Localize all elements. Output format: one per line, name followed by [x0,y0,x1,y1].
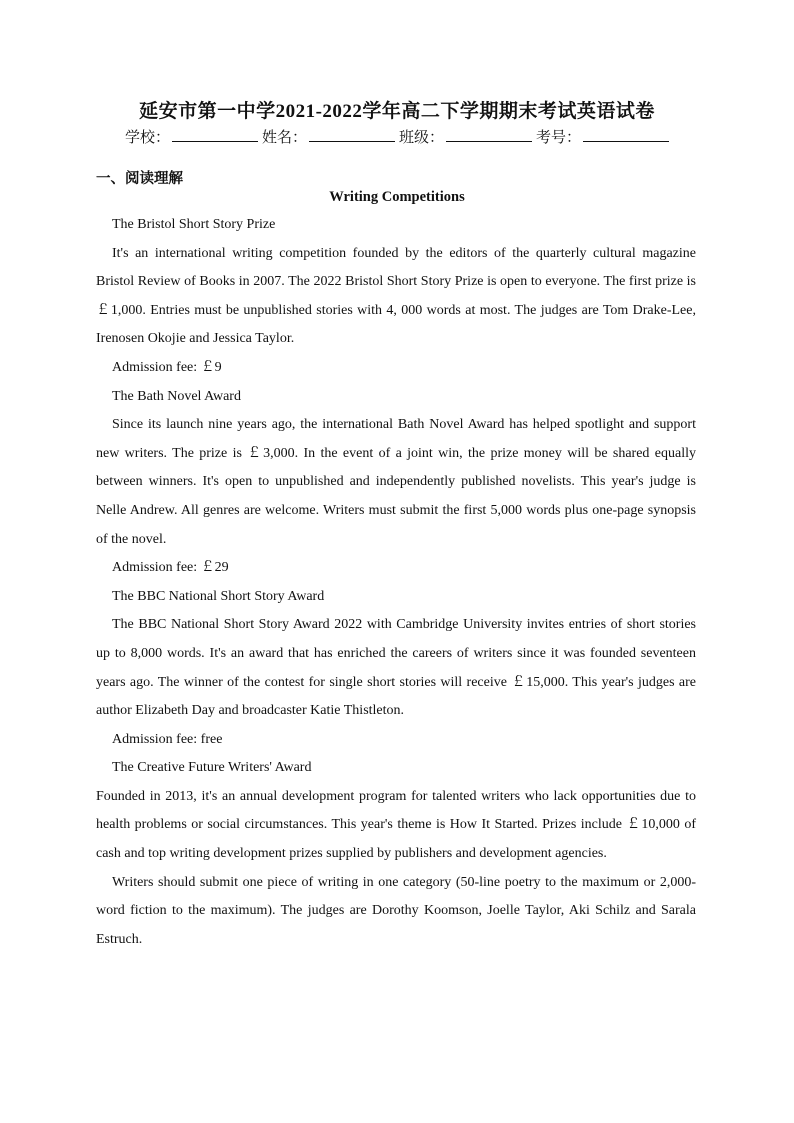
competition-heading: The Bath Novel Award [112,388,241,404]
competition-heading: The Bristol Short Story Prize [112,217,276,232]
section-heading: 一、阅读理解 [96,171,183,187]
passage-title: Writing Competitions [329,189,465,205]
paragraph: Founded in 2013, it's an annual development program for talented writers who lack opportunities due to health problems or social circumstances. This year's theme is How It Started. Prizes include ￡10,000 of cash and top writing development prizes supplied by publishers and development agencies. [96,788,696,862]
passage-body [96,211,696,954]
exam-title: 延安市第一中学2021-2022学年高二下学期期末考试英语试卷 [139,101,655,122]
competition-heading: The BBC National Short Story Award [112,588,325,604]
school-label: 学校： [124,130,170,146]
paragraph: The BBC National Short Story Award 2022 with Cambridge University invites entries of short stories up to 8,000 words. It's an award that has enriched the careers of writers since it was founded seventeen years ago. The winner of the contest for single short stories will receive ￡15,000. This year's judges are author Elizabeth Day and broadcaster Katie Thistleton. [96,617,696,719]
admission-fee: Admission fee: ￡29 [112,560,229,576]
exam-number-blank[interactable] [583,127,669,142]
paragraph: It's an international writing competition founded by the editors of the quarterly cultural magazine Bristol Review of Books in 2007. The 2022 Bristol Short Story Prize is open to everyone. The first prize is ￡1,000. Entries must be unpublished stories with 4, 000 words at most. The judges are Tom Drake-Lee, Irenosen Okojie and Jessica Taylor. [96,245,696,347]
student-info-line [0,126,794,147]
school-blank[interactable] [172,127,258,142]
paragraph: Writers should submit one piece of writing in one category (50-line poetry to the maximum or 2,000-word fiction to the maximum). The judges are Dorothy Koomson, Joelle Taylor, Aki Schilz and Sarala Estruch. [96,874,696,947]
name-blank[interactable] [309,127,395,142]
class-label: 班级： [399,130,445,146]
admission-fee: Admission fee: ￡9 [112,359,222,375]
exam-number-label: 考号： [536,130,582,146]
admission-fee: Admission fee: free [112,731,223,747]
name-label: 姓名： [261,130,307,146]
paragraph: Since its launch nine years ago, the international Bath Novel Award has helped spotlight and support new writers. The prize is ￡3,000. In the event of a joint win, the prize money will be shared equally between winners. It's open to unpublished and independently published novelists. This year's judge is Nelle Andrew. All genres are welcome. Writers must submit the first 5,000 words plus one-page synopsis of the novel. [96,417,696,547]
competition-heading: The Creative Future Writers' Award [112,760,312,776]
class-blank[interactable] [446,127,532,142]
